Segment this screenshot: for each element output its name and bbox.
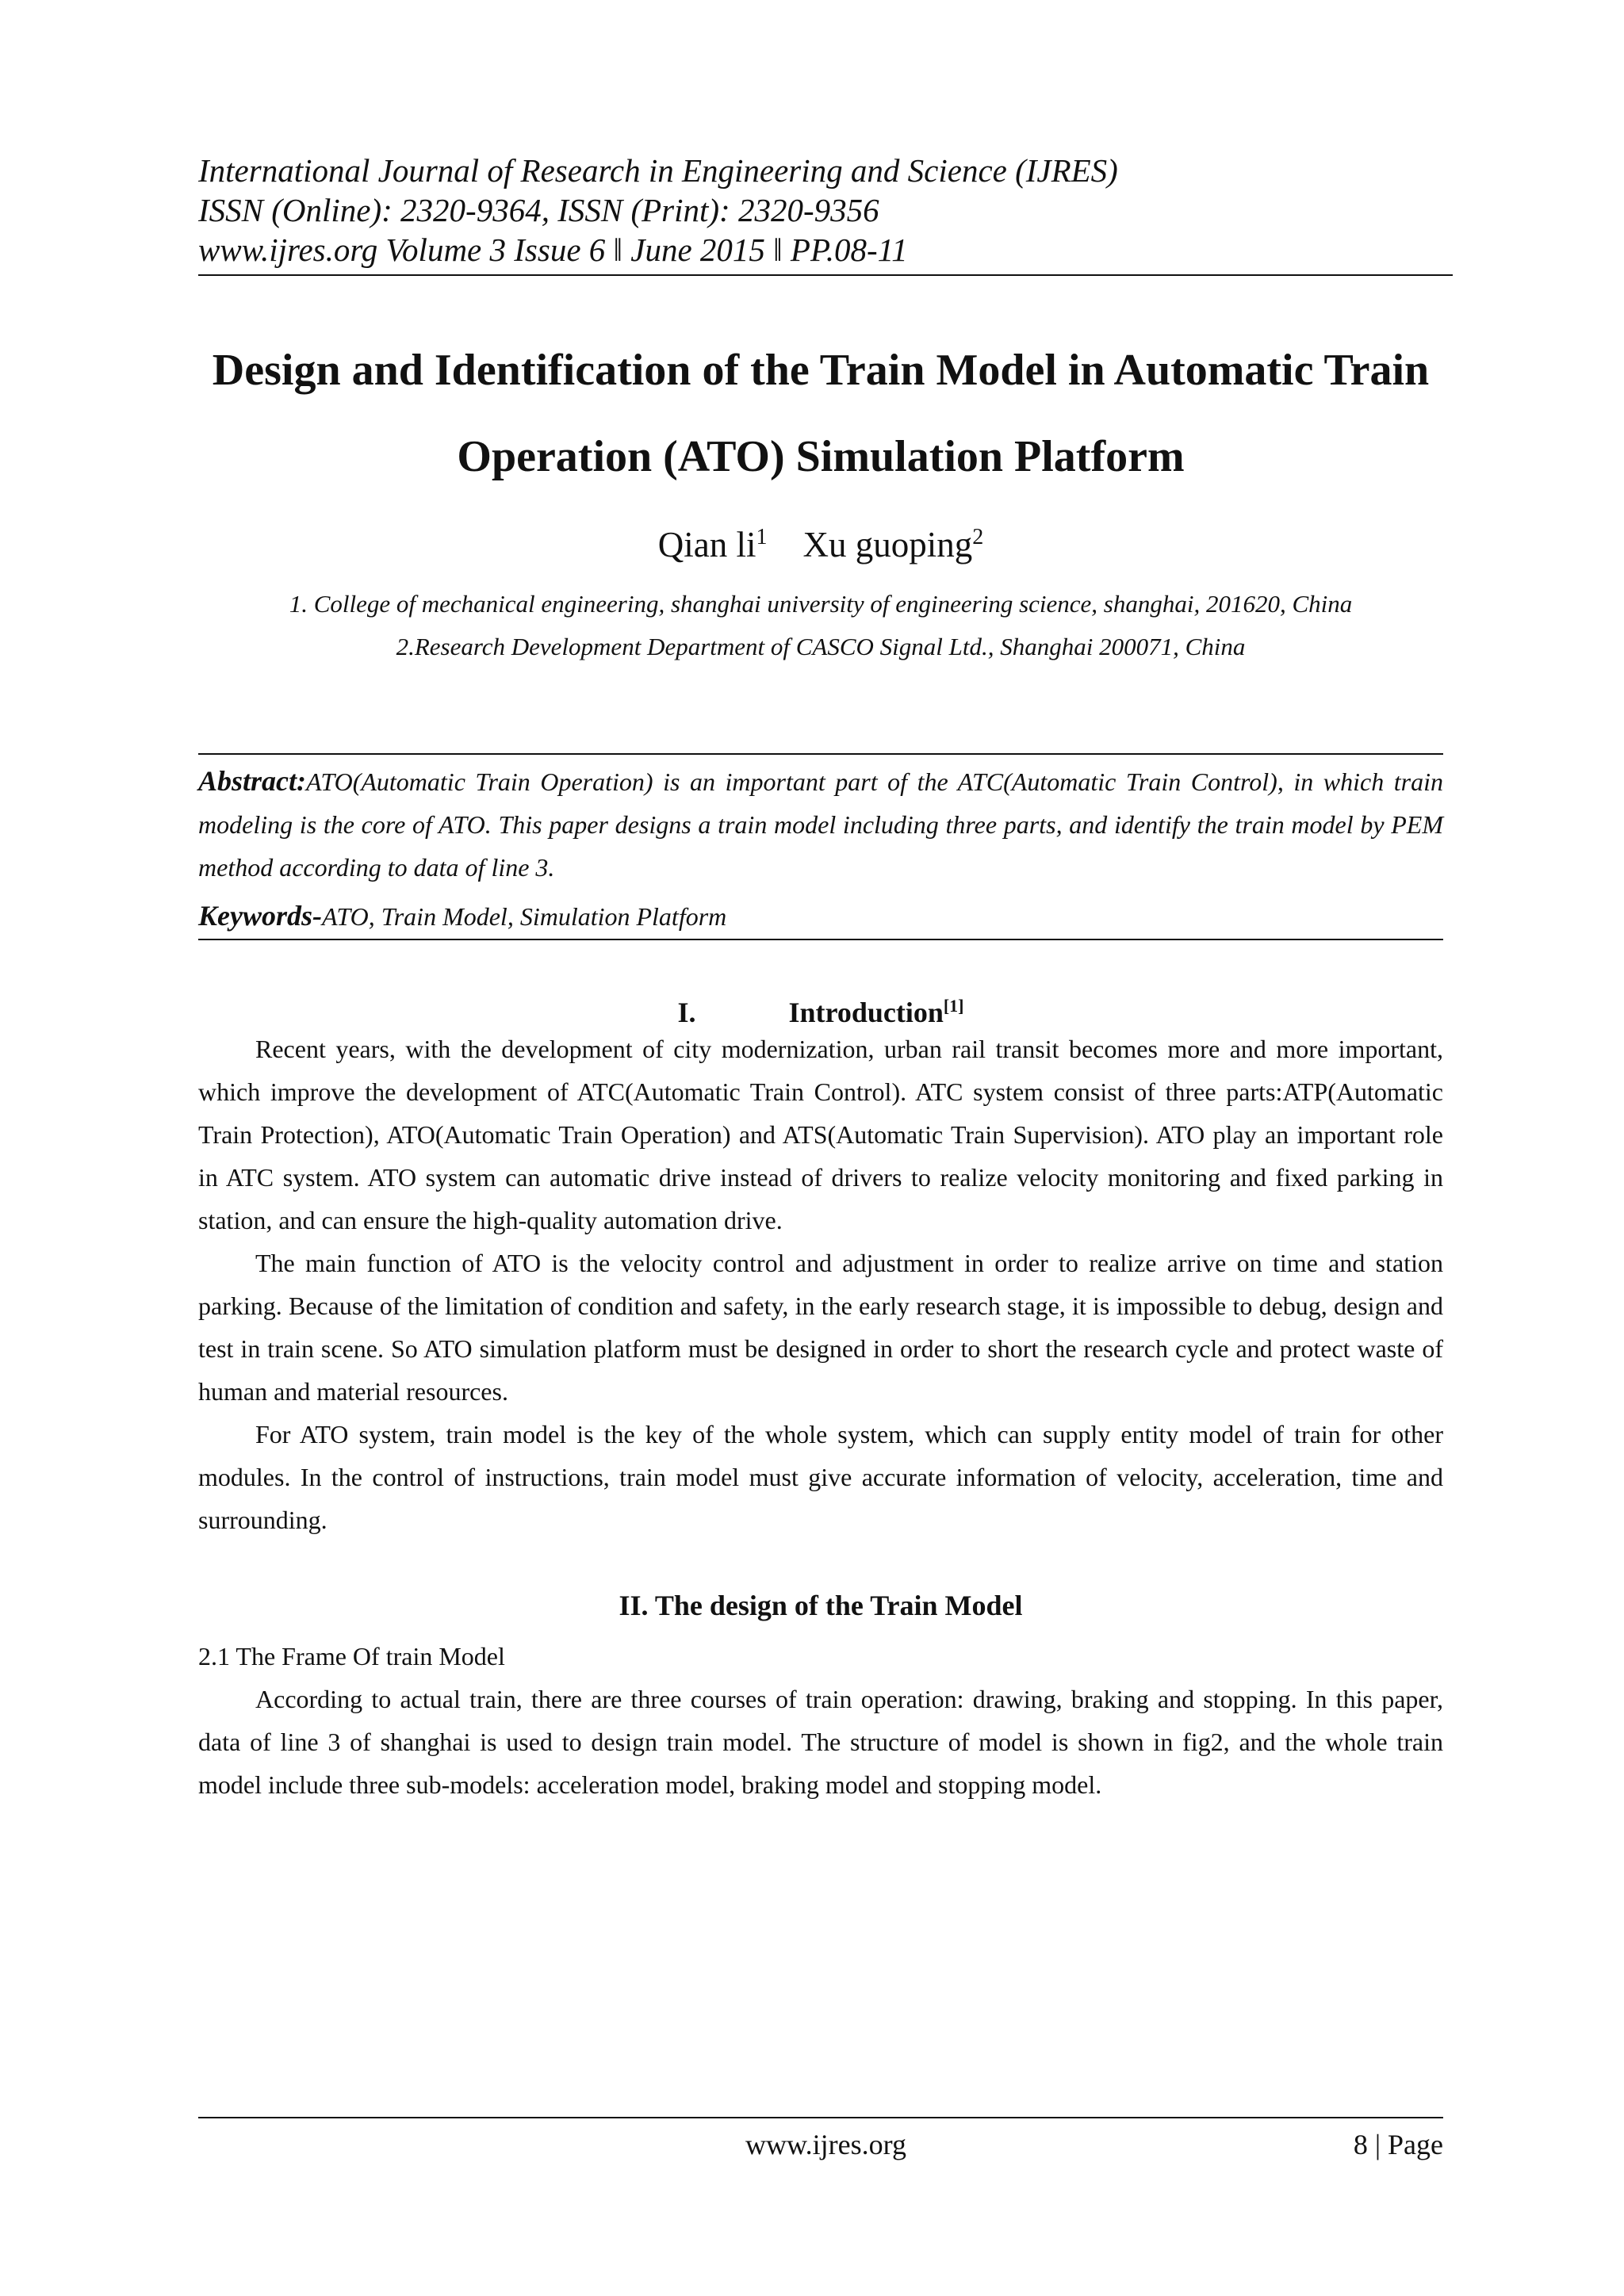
section-1-title: Introduction bbox=[788, 997, 944, 1028]
paragraph: For ATO system, train model is the key of the whole system, which can supply entity model of train for other modules. In the control of instructions, train model must give accurate information of velocity, acceleration, time and surrounding. bbox=[198, 1420, 1443, 1534]
header-divider bbox=[198, 274, 1453, 276]
author-list bbox=[159, 514, 1483, 568]
author-2-affil-mark: 2 bbox=[972, 525, 984, 549]
abstract-text: ATO(Automatic Train Operation) is an important part of the ATC(Automatic Train Control), in which train modeling is the core of ATO. This paper designs a train model including three parts, and identify the train model by PEM method according to data of line 3. bbox=[198, 767, 1443, 882]
keywords-label: Keywords- bbox=[198, 900, 322, 932]
subsection-2-1-heading: 2.1 The Frame Of train Model bbox=[198, 1642, 505, 1670]
journal-issn: ISSN (Online): 2320-9364, ISSN (Print): 2320-9356 bbox=[198, 192, 879, 228]
section-1-number: I. bbox=[677, 997, 696, 1028]
abstract-bottom-rule bbox=[198, 939, 1443, 940]
section-1-heading bbox=[198, 986, 1443, 1032]
abstract-label: Abstract: bbox=[198, 765, 307, 797]
author-1: Qian li bbox=[657, 525, 756, 564]
journal-name: International Journal of Research in Engineering and Science (IJRES) bbox=[198, 152, 1118, 189]
section-1-citation: [1] bbox=[943, 996, 964, 1016]
footer-divider bbox=[198, 2117, 1443, 2118]
abstract bbox=[198, 760, 1443, 889]
paragraph: According to actual train, there are three courses of train operation: drawing, braking and stopping. In this paper, data of line 3 of shanghai is used to design train model. The structure of model is shown in fig2, and the whole train model include three sub-models: acceleration model, braking model and stopping model. bbox=[198, 1685, 1443, 1799]
author-2: Xu guoping bbox=[802, 525, 973, 564]
abstract-top-rule bbox=[198, 753, 1443, 755]
paper-title-line-1: Design and Identification of the Train Model in Automatic Train bbox=[212, 346, 1430, 395]
paragraph: Recent years, with the development of city modernization, urban rail transit becomes more and more important, which improve the development of ATC(Automatic Train Control). ATC system consist of three parts:ATP(Automatic Train Protection), ATO(Automatic Train Operation) and ATS(Automatic Train Supervision). ATO play an important role in ATC system. ATO system can automatic drive instead of drivers to realize velocity monitoring and fixed parking in station, and can ensure the high-quality automation drive. bbox=[198, 1035, 1443, 1234]
footer-url: www.ijres.org bbox=[745, 2129, 906, 2160]
section-2-body bbox=[198, 1678, 1443, 1806]
journal-header bbox=[198, 151, 1453, 270]
section-1-body bbox=[198, 1027, 1443, 1541]
journal-volume: www.ijres.org Volume 3 Issue 6 ǁ June 2015 ǁ PP.08-11 bbox=[198, 232, 908, 268]
page-number: 8 | Page bbox=[1353, 2129, 1443, 2160]
affiliation-2: 2.Research Development Department of CASCO Signal Ltd., Shanghai 200071, China bbox=[396, 633, 1246, 660]
keywords-text: ATO, Train Model, Simulation Platform bbox=[322, 902, 727, 931]
author-1-affil-mark: 1 bbox=[756, 525, 768, 549]
paragraph: The main function of ATO is the velocity control and adjustment in order to realize arrive on time and station parking. Because of the limitation of condition and safety, in the early research stage, it is impossible to debug, design and test in train scene. So ATO simulation platform must be designed in order to short the research cycle and protect waste of human and material resources. bbox=[198, 1249, 1443, 1406]
paper-title-line-2: Operation (ATO) Simulation Platform bbox=[457, 432, 1185, 481]
keywords bbox=[198, 894, 1443, 938]
affiliation-1: 1. College of mechanical engineering, shanghai university of engineering science, shanghai, 201620, China bbox=[289, 590, 1353, 618]
section-2-heading: II. The design of the Train Model bbox=[619, 1590, 1023, 1621]
